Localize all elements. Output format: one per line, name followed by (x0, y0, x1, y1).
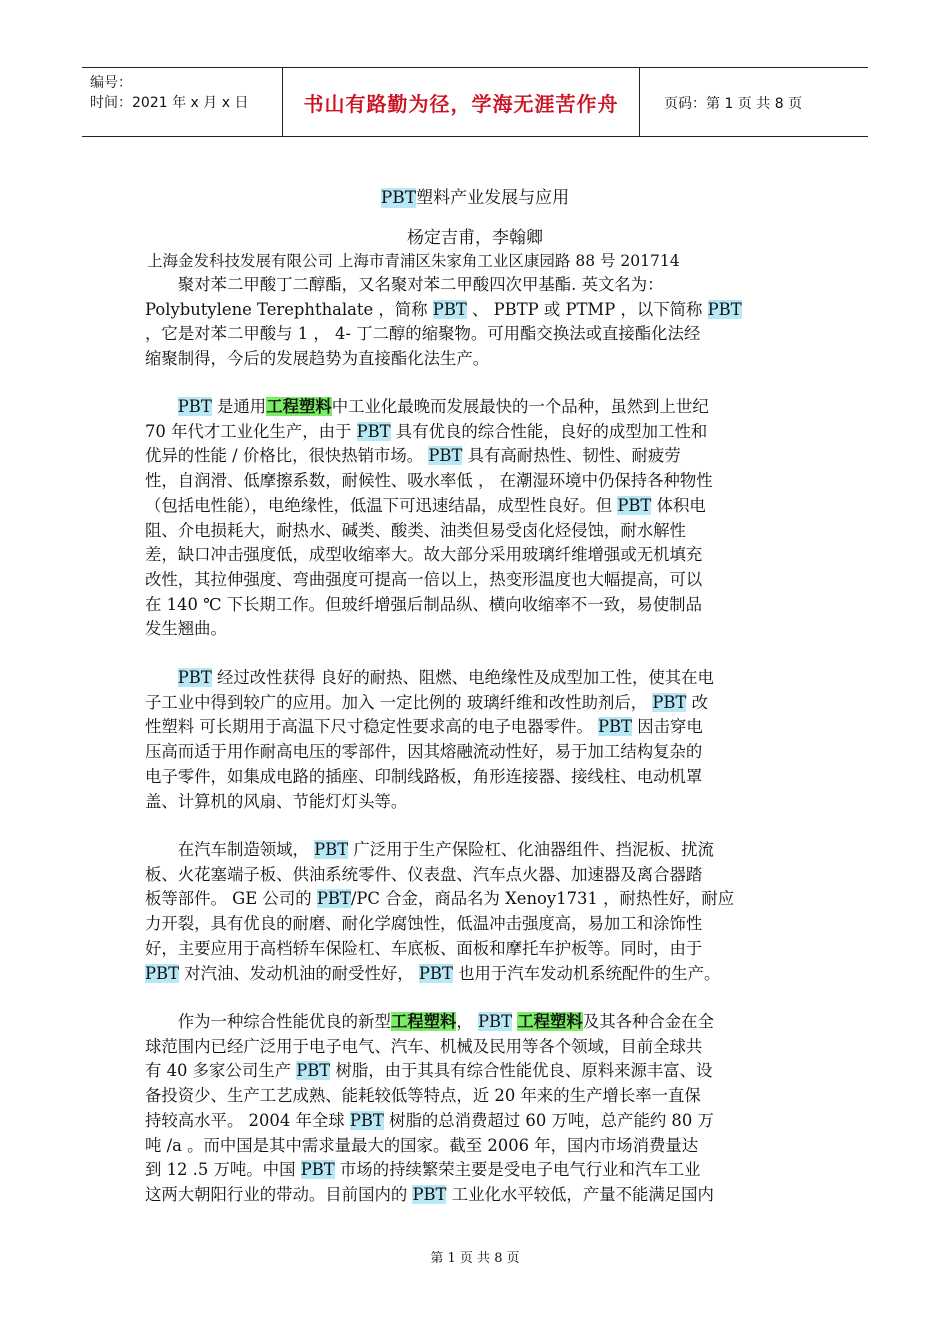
text-run: 在汽车制造领域， (145, 840, 315, 859)
highlight-pbt: PBT (177, 397, 212, 416)
text-line (145, 666, 805, 691)
text-line (145, 322, 805, 347)
highlight-pbt: PBT (652, 692, 687, 712)
text-run (145, 397, 178, 416)
text-run: 板等部件。 GE 公司的 (145, 889, 317, 909)
highlight-pbt: PBT (349, 1110, 384, 1130)
text-line (145, 593, 805, 618)
text-line (145, 543, 805, 568)
text-run: 备投资少、生产工艺成熟、能耗较低等特点，近 20 年来的生产增长率一直保 (145, 1086, 701, 1106)
text-run: 在 140 ℃ 下长期工作。但玻纤增强后制品纵、横向收缩率不一致，易使制品 (145, 594, 702, 614)
text-run: 持较高水平。 2004 年全球 (145, 1110, 350, 1130)
text-line (145, 347, 805, 372)
text-run: 阻、介电损耗大，耐热水、碱类、酸类、油类但易受卤化烃侵蚀，耐水解性 (145, 520, 686, 540)
text-line (145, 715, 805, 740)
text-run: ， (456, 1012, 479, 1031)
highlight-pbt: PBT (300, 1160, 335, 1180)
text-run: 吨 /a 。而中国是其中需求量最大的国家。截至 2006 年，国内市场消费量达 (145, 1135, 699, 1155)
text-run: ，它是对苯二甲酸与 1 ， 4- 丁二醇的缩聚物。可用酯交换法或直接酯化法经 (145, 324, 701, 344)
text-run: 也用于汽车发动机系统配件的生产。 (452, 963, 721, 983)
page-footer: 第 1 页 共 8 页 (430, 1251, 520, 1266)
text-run: 是通用 (211, 397, 267, 416)
text-run: 改 (686, 692, 708, 712)
text-run: 这两大朝阳行业的带动。目前国内的 (145, 1184, 413, 1204)
text-run: 有 40 多家公司生产 (145, 1061, 297, 1081)
highlight-pbt: PBT (177, 668, 212, 687)
text-line (145, 1010, 805, 1035)
text-run: 力开裂，具有优良的耐磨、耐化学腐蚀性，低温冲击强度高，易加工和涂饰性 (145, 914, 703, 934)
text-line (145, 273, 805, 298)
highlight-pbt: PBT (296, 1061, 331, 1081)
text-line (145, 838, 805, 863)
text-run: 差，缺口冲击强度低，成型收缩率大。故大部分采用玻璃纤维增强或无机填充 (145, 545, 703, 565)
text-run: 具有高耐热性、韧性、耐疲劳 (462, 446, 681, 466)
text-run: 球范围内已经广泛用于电子电气、汽车、机械及民用等各个领域，目前全球共 (145, 1036, 703, 1056)
text-run: 70 年代才工业化生产，由于 (145, 421, 357, 441)
paragraph-overview (145, 395, 805, 642)
paragraph-market (145, 1010, 805, 1208)
highlight-pbt: PBT (428, 446, 463, 466)
highlight-keyword: 工程塑料 (390, 1012, 457, 1031)
text-line (145, 1084, 805, 1109)
text-line (145, 1183, 805, 1208)
text-line (145, 568, 805, 593)
highlight-pbt: PBT (412, 1184, 447, 1204)
title-highlight: PBT (380, 188, 417, 208)
text-run: 工业化水平较低，产量不能满足国内 (446, 1184, 714, 1204)
highlight-pbt: PBT (418, 963, 453, 983)
text-run: 缩聚制得，今后的发展趋势为直接酯化法生产。 (145, 349, 490, 369)
highlight-pbt: PBT (145, 963, 180, 983)
text-run: 经过改性获得 良好的耐热、阻燃、电绝缘性及成型加工性，使其在电 (211, 668, 714, 687)
highlight-pbt: PBT (316, 889, 351, 909)
text-run: 及其各种合金在全 (582, 1012, 714, 1031)
page-header (82, 67, 868, 137)
text-line (145, 519, 805, 544)
document-number-label: 编号： (90, 75, 132, 91)
text-line (145, 887, 805, 912)
text-line (145, 1059, 805, 1084)
paragraph-electronics (145, 666, 805, 814)
text-run: Polybutylene Terephthalate ，简称 (145, 299, 433, 319)
text-line (145, 1109, 805, 1134)
text-run: 广泛用于生产保险杠、化油器组件、挡泥板、扰流 (348, 840, 714, 859)
affiliation-address: 上海金发科技发展有限公司 上海市青浦区朱家角工业区康园路 88 号 201714 (147, 252, 680, 270)
header-motto: 书山有路勤为径，学海无涯苦作舟 (282, 68, 640, 136)
highlight-pbt: PBT (356, 421, 391, 441)
text-run: 好，主要应用于高档轿车保险杠、车底板、面板和摩托车护板等。同时，由于 (145, 938, 703, 958)
text-run: 树脂的总消费超过 60 万吨，总产能约 80 万 (383, 1110, 714, 1130)
text-run: 具有优良的综合性能，良好的成型加工性和 (390, 421, 708, 441)
highlight-pbt: PBT (617, 495, 652, 515)
text-run: 性塑料 可长期用于高温下尺寸稳定性要求高的电子电器零件。 (145, 717, 598, 737)
text-line (145, 444, 805, 469)
highlight-keyword: 工程塑料 (266, 397, 332, 416)
text-run: 子工业中得到较广的应用。加入 一定比例的 玻璃纤维和改性助剂后， (145, 692, 653, 712)
text-line (145, 617, 805, 642)
text-line (145, 962, 805, 987)
title-text: 塑料产业发展与应用 (416, 188, 570, 208)
highlight-pbt: PBT (707, 299, 742, 319)
text-line (145, 298, 805, 323)
text-line (145, 1158, 805, 1183)
text-run: 压高而适于用作耐高电压的零部件，因其熔融流动性好，易于加工结构复杂的 (145, 742, 703, 762)
text-run: 聚对苯二甲酸丁二醇酯，又名聚对苯二甲酸四次甲基酯. 英文名为： (145, 275, 664, 294)
text-run: /PC 合金，商品名为 Xenoy1731 ，耐热性好，耐应 (350, 889, 735, 909)
text-run: 到 12 .5 万吨。中国 (145, 1160, 301, 1180)
paragraph-intro (145, 273, 805, 372)
text-run: 对汽油、发动机油的耐受性好， (179, 963, 419, 983)
text-run: 发生翘曲。 (145, 619, 227, 639)
text-line (145, 469, 805, 494)
text-line (145, 420, 805, 445)
text-run (145, 668, 178, 687)
text-run: 作为一种综合性能优良的新型 (145, 1012, 391, 1031)
text-line (145, 1134, 805, 1159)
text-run: 改性，其拉伸强度、弯曲强度可提高一倍以上，热变形温度也大幅提高，可以 (145, 569, 703, 589)
text-line (145, 691, 805, 716)
header-meta (90, 73, 248, 113)
text-run: 电子零件，如集成电路的插座、印制线路板，角形连接器、接线柱、电动机罩 (145, 766, 703, 786)
text-line (145, 740, 805, 765)
header-page-info: 页码：第 1 页 共 8 页 (664, 96, 803, 112)
text-line (145, 937, 805, 962)
text-run: 性，自润滑、低摩擦系数，耐候性、吸水率低 ， 在潮湿环境中仍保持各种物性 (145, 471, 713, 491)
text-line (145, 1035, 805, 1060)
text-line (145, 494, 805, 519)
text-run: 体积电 (651, 495, 706, 515)
text-run: 盖、计算机的风扇、节能灯灯头等。 (145, 791, 408, 811)
text-line (145, 790, 805, 815)
authors: 杨定吉甫，李翰卿 (407, 228, 543, 248)
text-line (145, 863, 805, 888)
text-run: 板、火花塞端子板、供油系统零件、仪表盘、汽车点火器、加速器及离合器踏 (145, 864, 703, 884)
text-run: 中工业化最晚而发展最快的一个品种，虽然到上世纪 (331, 397, 709, 416)
text-line (145, 912, 805, 937)
document-time-label: 时间：2021 年 x 月 x 日 (90, 95, 249, 111)
highlight-pbt: PBT (432, 299, 467, 319)
paragraph-automotive (145, 838, 805, 986)
text-run: 树脂，由于其具有综合性能优良、原料来源丰富、设 (330, 1061, 713, 1081)
text-line (145, 395, 805, 420)
document-title (0, 183, 950, 208)
highlight-pbt: PBT (314, 840, 349, 859)
highlight-pbt: PBT (597, 717, 632, 737)
text-run: 因击穿电 (631, 717, 703, 737)
text-run: （包括电性能），电绝缘性，低温下可迅速结晶，成型性良好。但 (145, 495, 618, 515)
highlight-pbt: PBT (478, 1012, 513, 1031)
highlight-keyword: 工程塑料 (517, 1012, 583, 1031)
text-run: 优异的性能 / 价格比，很快热销市场。 (145, 446, 429, 466)
text-line (145, 765, 805, 790)
text-run: 、 PBTP 或 PTMP ，以下简称 (466, 299, 708, 319)
text-run: 市场的持续繁荣主要是受电子电气行业和汽车工业 (334, 1160, 701, 1180)
